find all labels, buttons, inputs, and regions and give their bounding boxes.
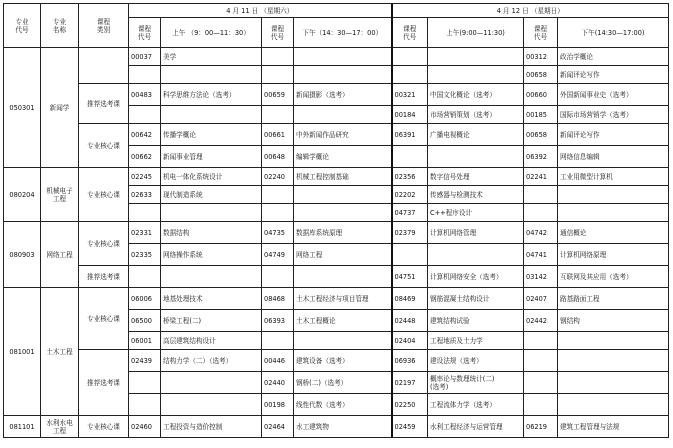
course-name: 地基处理技术 [161,288,262,310]
course-code [392,48,428,66]
course-name: 网络操作系统 [161,244,262,266]
course-name: 工业用微型计算机 [558,168,669,186]
course-name [294,106,392,124]
course-name: 土木工程概论 [294,310,392,332]
course-code [129,204,161,222]
course-code: 08468 [262,288,294,310]
header-morning: 上午(9:00—11:30) [428,18,524,48]
course-code [129,372,161,394]
header-row-1 [4,4,669,18]
course-code: 02464 [262,416,294,438]
course-name: 钢桥(二)（选考） [294,372,392,394]
course-code [129,394,161,416]
course-code: 04741 [524,244,558,266]
course-code: 00198 [262,394,294,416]
course-name: 机械工程控制基础 [294,168,392,186]
course-code [129,66,161,84]
course-name [428,244,524,266]
course-code: 02439 [129,350,161,372]
course-name: 钢筋混凝土结构设计 [428,288,524,310]
header-day-2: 4 月 12 日 （星期日） [392,4,669,18]
course-code: 02459 [392,416,428,438]
exam-schedule-sheet [3,3,669,438]
course-code: 00185 [524,106,558,124]
course-code: 06219 [524,416,558,438]
course-name: 工程地质及土力学 [428,332,524,350]
course-name: 高层建筑结构设计 [161,332,262,350]
course-code: 04735 [262,222,294,244]
course-name [161,394,262,416]
course-code [262,204,294,222]
course-name: 水工建筑物 [294,416,392,438]
course-type-cell [79,48,129,84]
header-day-1: 4 月 11 日 （星期六） [129,4,392,18]
course-code: 04749 [262,244,294,266]
course-code: 02202 [392,186,428,204]
header-code: 课程 代号 [129,18,161,48]
course-name: 线性代数（选考） [294,394,392,416]
course-code: 02250 [392,394,428,416]
course-name [294,48,392,66]
course-code [524,350,558,372]
course-code: 02440 [262,372,294,394]
course-name: 市场营销策划（选考） [428,106,524,124]
course-name [558,350,669,372]
course-code [129,266,161,288]
course-code: 02331 [129,222,161,244]
table-row [4,124,669,146]
course-code: 00660 [524,84,558,106]
course-name: 广播电视概论 [428,124,524,146]
course-name [558,186,669,204]
course-code: 02448 [392,310,428,332]
table-row [4,222,669,244]
course-name: 工程流体力学（选考） [428,394,524,416]
course-code [129,106,161,124]
course-name [558,332,669,350]
course-code: 02379 [392,222,428,244]
course-code: 02407 [524,288,558,310]
major-name-cell: 机械电子 工程 [41,168,79,222]
header-morning: 上午 （9：00—11：30） [161,18,262,48]
course-type-cell: 推荐选考课 [79,350,129,416]
course-code: 02356 [392,168,428,186]
table-row [4,288,669,310]
course-code: 06001 [129,332,161,350]
course-name [161,106,262,124]
header-code: 课程 代号 [392,18,428,48]
course-name: 概率论与数理统计(二) (选考) [428,372,524,394]
course-code: 03142 [524,266,558,288]
major-code-cell: 050301 [4,48,41,168]
course-code [524,332,558,350]
course-name: 国际市场营销学（选考） [558,106,669,124]
course-name: 外国新闻事业史（选考） [558,84,669,106]
header-code: 课程 代号 [524,18,558,48]
course-code: 00662 [129,146,161,168]
course-code [392,146,428,168]
course-name: 通信概论 [558,222,669,244]
course-code: 02335 [129,244,161,266]
course-name [294,204,392,222]
exam-schedule-table [3,3,669,438]
header-course-type: 课程 类别 [79,4,129,48]
course-code [524,372,558,394]
course-code: 00661 [262,124,294,146]
table-row [4,350,669,372]
course-code [262,48,294,66]
course-name: 科学思维方法论（选考） [161,84,262,106]
course-name: 建筑工程管理与法规 [558,416,669,438]
course-code: 06006 [129,288,161,310]
course-code: 00446 [262,350,294,372]
course-name [294,186,392,204]
course-name [558,204,669,222]
course-type-cell: 专业核心课 [79,416,129,438]
major-code-cell: 080903 [4,222,41,288]
major-name-cell: 水利水电 工程 [41,416,79,438]
course-name: 工程投资与造价控制 [161,416,262,438]
course-name [294,66,392,84]
course-code: 08469 [392,288,428,310]
course-code [262,266,294,288]
course-code: 06936 [392,350,428,372]
course-code: 06393 [262,310,294,332]
course-name: 政治学概论 [558,48,669,66]
course-code: 00037 [129,48,161,66]
course-code: 04742 [524,222,558,244]
course-code: 02241 [524,168,558,186]
course-name [294,332,392,350]
major-code-cell: 081001 [4,288,41,416]
major-code-cell: 081101 [4,416,41,438]
course-code: 00312 [524,48,558,66]
course-name: 钢结构 [558,310,669,332]
course-name: 水利工程经济与运营管理 [428,416,524,438]
course-name [161,372,262,394]
course-code: 00659 [262,84,294,106]
course-name: 新闻摄影（选考） [294,84,392,106]
table-row [4,84,669,106]
course-name [558,372,669,394]
table-row [4,416,669,438]
course-code: 02442 [524,310,558,332]
course-code [524,204,558,222]
course-code: 00658 [524,66,558,84]
course-code: 02404 [392,332,428,350]
course-name: 数字信号处理 [428,168,524,186]
course-type-cell: 专业核心课 [79,124,129,168]
course-code [262,66,294,84]
course-code [262,186,294,204]
course-type-cell: 推荐选考课 [79,266,129,288]
course-code: 00648 [262,146,294,168]
course-name [428,146,524,168]
course-name: 数据库系统原理 [294,222,392,244]
course-code: 02197 [392,372,428,394]
course-name: 新闻事业管理 [161,146,262,168]
course-name: 建筑设备（选考） [294,350,392,372]
course-name: 数据结构 [161,222,262,244]
course-name: 土木工程经济与项目管理 [294,288,392,310]
course-code: 00184 [392,106,428,124]
course-code: 04737 [392,204,428,222]
course-code: 06500 [129,310,161,332]
course-code [524,186,558,204]
course-code [262,332,294,350]
course-code: 00658 [524,124,558,146]
course-name [161,204,262,222]
major-name-cell: 土木工程 [41,288,79,416]
header-major-name: 专业 名称 [41,4,79,48]
course-type-cell: 推荐选考课 [79,84,129,124]
table-row [4,48,669,66]
course-code: 06391 [392,124,428,146]
course-name: 传感器与检测技术 [428,186,524,204]
header-major-code: 专业 代号 [4,4,41,48]
course-name: 计算机网络原理 [558,244,669,266]
course-code: 04751 [392,266,428,288]
course-name: 现代制造系统 [161,186,262,204]
course-name: 机电一体化系统设计 [161,168,262,186]
course-name: 互联网及其应用（选考） [558,266,669,288]
course-name [428,48,524,66]
course-code: 00483 [129,84,161,106]
course-name: 计算机网络安全（选考） [428,266,524,288]
course-code: 02245 [129,168,161,186]
course-name: 中国文化概论（选考） [428,84,524,106]
course-name: 计算机网络管理 [428,222,524,244]
course-code: 00642 [129,124,161,146]
major-code-cell: 080204 [4,168,41,222]
course-type-cell: 专业核心课 [79,222,129,266]
header-afternoon: 下午(14:30—17:00) [558,18,669,48]
course-name: 桥梁工程(二) [161,310,262,332]
major-name-cell: 新闻学 [41,48,79,168]
course-name: 路基路面工程 [558,288,669,310]
course-type-cell: 专业核心课 [79,168,129,222]
course-name: 结构力学（二）（选考） [161,350,262,372]
course-code: 06392 [524,146,558,168]
course-name: 新闻评论写作 [558,124,669,146]
course-type-cell: 专业核心课 [79,288,129,350]
course-name: C++程序设计 [428,204,524,222]
course-name [428,66,524,84]
course-name [161,266,262,288]
course-name: 建筑结构试验 [428,310,524,332]
header-afternoon: 下午（14：30—17：00） [294,18,392,48]
course-code [392,66,428,84]
course-name: 传播学概论 [161,124,262,146]
course-name: 网络工程 [294,244,392,266]
course-code: 00321 [392,84,428,106]
course-name: 美学 [161,48,262,66]
course-name [558,394,669,416]
course-code [524,394,558,416]
course-name: 网络信息编辑 [558,146,669,168]
course-name: 中外新闻作品研究 [294,124,392,146]
course-code [262,106,294,124]
course-name: 建设法规（选考） [428,350,524,372]
course-name: 编辑学概论 [294,146,392,168]
course-code: 02460 [129,416,161,438]
table-row [4,266,669,288]
major-name-cell: 网络工程 [41,222,79,288]
course-code: 02633 [129,186,161,204]
course-code [392,244,428,266]
header-code: 课程 代号 [262,18,294,48]
table-row [4,168,669,186]
course-name [161,66,262,84]
course-code: 02240 [262,168,294,186]
course-name: 新闻评论写作 [558,66,669,84]
course-name [294,266,392,288]
